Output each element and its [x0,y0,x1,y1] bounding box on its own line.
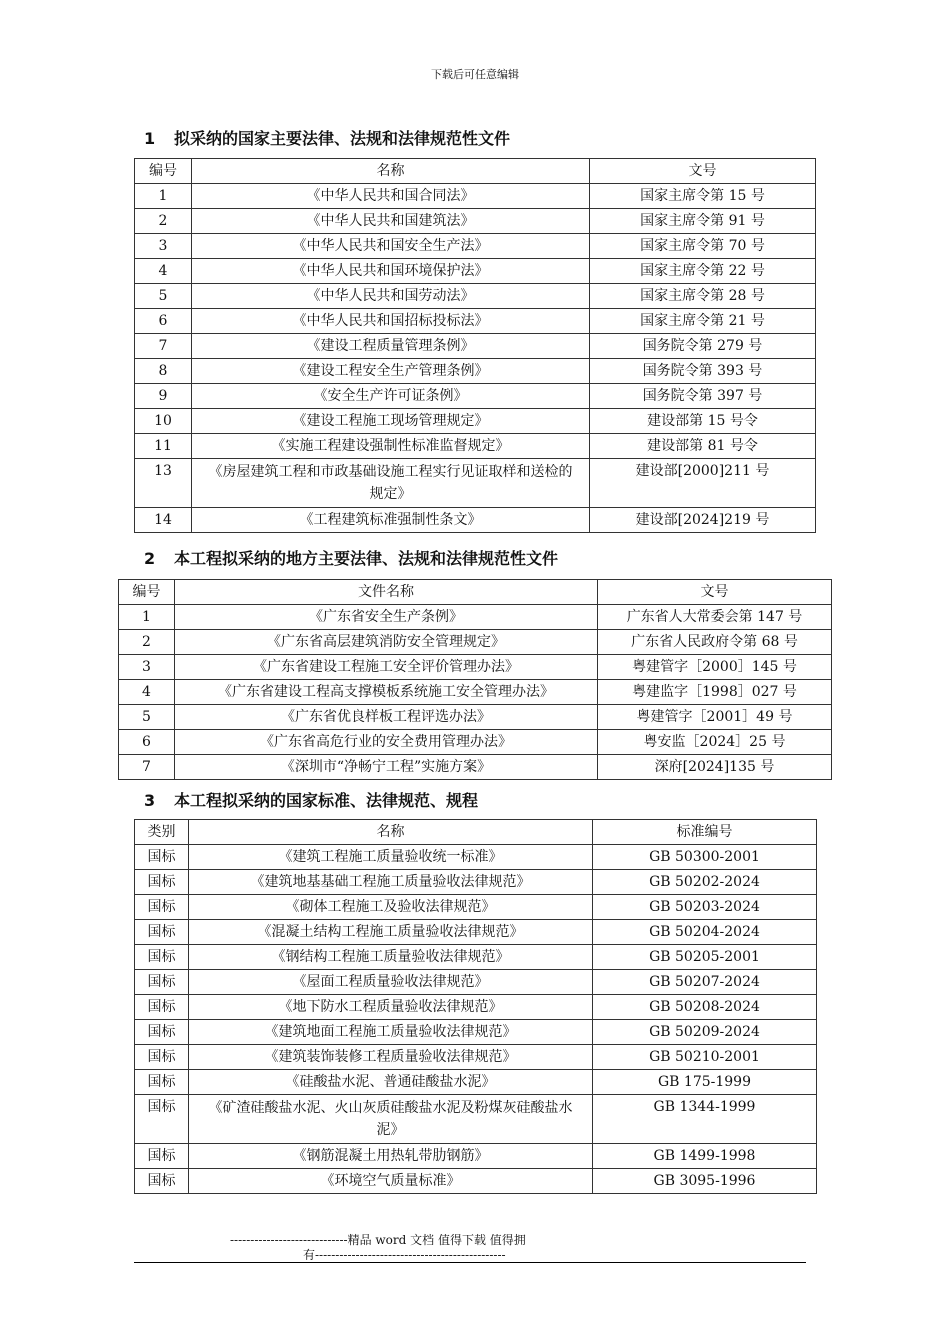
name-cell: 《深圳市“净畅宁工程”实施方案》 [175,755,598,780]
row-number-cell: 国标 [135,845,189,870]
table-header-row [119,580,832,605]
table-row [119,655,832,680]
section-3-title [144,788,478,811]
name-cell: 《广东省安全生产条例》 [175,605,598,630]
section-number: 3 [144,791,156,810]
reference-cell: GB 50209-2024 [593,1020,817,1045]
row-number-cell: 国标 [135,895,189,920]
name-cell: 《中华人民共和国劳动法》 [192,284,590,309]
reference-cell: 国家主席令第 22 号 [590,259,816,284]
table-row [135,259,816,284]
section-2-title [144,546,558,569]
name-cell: 《环境空气质量标准》 [189,1169,593,1194]
reference-cell: 建设部[2000]211 号 [590,459,816,508]
row-number-cell: 国标 [135,870,189,895]
table-header-row [135,820,817,845]
name-cell: 《钢筋混凝土用热轧带肋钢筋》 [189,1144,593,1169]
row-number-cell: 国标 [135,1144,189,1169]
name-cell: 《中华人民共和国招标投标法》 [192,309,590,334]
reference-cell: GB 50202-2024 [593,870,817,895]
reference-cell: GB 50203-2024 [593,895,817,920]
name-cell: 《建设工程安全生产管理条例》 [192,359,590,384]
name-cell: 《中华人民共和国安全生产法》 [192,234,590,259]
table-row [135,1045,817,1070]
name-cell: 《建设工程质量管理条例》 [192,334,590,359]
name-cell: 《建筑装饰装修工程质量验收法律规范》 [189,1045,593,1070]
table-row [135,895,817,920]
reference-cell: GB 50300-2001 [593,845,817,870]
name-cell: 《中华人民共和国合同法》 [192,184,590,209]
reference-cell: 国务院令第 393 号 [590,359,816,384]
reference-cell: 粤建监字［1998］027 号 [598,680,832,705]
column-header: 名称 [189,820,593,845]
table-row [119,605,832,630]
column-header: 类别 [135,820,189,845]
row-number-cell: 11 [135,434,192,459]
reference-cell: 建设部[2024]219 号 [590,508,816,533]
name-cell: 《安全生产许可证条例》 [192,384,590,409]
row-number-cell: 国标 [135,945,189,970]
row-number-cell: 7 [135,334,192,359]
name-cell: 《建筑地面工程施工质量验收法律规范》 [189,1020,593,1045]
name-cell: 《广东省高危行业的安全费用管理办法》 [175,730,598,755]
table-row [135,334,816,359]
row-number-cell: 国标 [135,1020,189,1045]
section-title-text: 拟采纳的国家主要法律、法规和法律规范性文件 [174,129,511,148]
table-row [135,1020,817,1045]
table-row [119,755,832,780]
name-cell: 《房屋建筑工程和市政基础设施工程实行见证取样和送检的规定》 [192,459,590,508]
reference-cell: 国家主席令第 21 号 [590,309,816,334]
reference-cell: 国务院令第 279 号 [590,334,816,359]
table-row [135,234,816,259]
row-number-cell: 国标 [135,970,189,995]
row-number-cell: 国标 [135,995,189,1020]
table-row [135,995,817,1020]
table-row [135,184,816,209]
reference-cell: 建设部第 15 号令 [590,409,816,434]
name-cell: 《中华人民共和国建筑法》 [192,209,590,234]
table-row [135,409,816,434]
table-row [119,680,832,705]
column-header: 编号 [119,580,175,605]
reference-cell: 粤建管字［2000］145 号 [598,655,832,680]
row-number-cell: 国标 [135,920,189,945]
section-number: 1 [144,129,156,148]
row-number-cell: 13 [135,459,192,508]
reference-cell: 粤建管字［2001］49 号 [598,705,832,730]
reference-cell: GB 50210-2001 [593,1045,817,1070]
row-number-cell: 5 [135,284,192,309]
row-number-cell: 4 [119,680,175,705]
name-cell: 《屋面工程质量验收法律规范》 [189,970,593,995]
reference-cell: 建设部第 81 号令 [590,434,816,459]
name-cell: 《建筑工程施工质量验收统一标准》 [189,845,593,870]
local-laws-table [118,579,832,780]
row-number-cell: 国标 [135,1045,189,1070]
table-row [135,459,816,508]
table-row [135,508,816,533]
name-cell: 《矿渣硅酸盐水泥、火山灰质硅酸盐水泥及粉煤灰硅酸盐水泥》 [189,1095,593,1144]
reference-cell: GB 175-1999 [593,1070,817,1095]
page-header: 下载后可任意编辑 [431,68,519,81]
row-number-cell: 国标 [135,1095,189,1144]
table-row [135,970,817,995]
name-cell: 《钢结构工程施工质量验收法律规范》 [189,945,593,970]
table-row [135,1144,817,1169]
national-laws-table [134,158,816,533]
table-row [119,705,832,730]
table-row [135,434,816,459]
table-row [135,945,817,970]
column-header: 文号 [598,580,832,605]
row-number-cell: 2 [135,209,192,234]
section-title-text: 本工程拟采纳的地方主要法律、法规和法律规范性文件 [174,549,559,568]
row-number-cell: 3 [119,655,175,680]
section-title-text: 本工程拟采纳的国家标准、法律规范、规程 [174,791,479,810]
column-header: 文件名称 [175,580,598,605]
reference-cell: 国家主席令第 91 号 [590,209,816,234]
name-cell: 《广东省高层建筑消防安全管理规定》 [175,630,598,655]
row-number-cell: 7 [119,755,175,780]
name-cell: 《中华人民共和国环境保护法》 [192,259,590,284]
row-number-cell: 9 [135,384,192,409]
row-number-cell: 4 [135,259,192,284]
reference-cell: 广东省人民政府令第 68 号 [598,630,832,655]
footer-text: -----------------------------精品 word 文档 值得下载 值得拥 [230,1233,526,1247]
reference-cell: GB 1499-1998 [593,1144,817,1169]
row-number-cell: 6 [135,309,192,334]
row-number-cell: 国标 [135,1070,189,1095]
name-cell: 《广东省建设工程施工安全评价管理办法》 [175,655,598,680]
table-row [135,1169,817,1194]
reference-cell: 广东省人大常委会第 147 号 [598,605,832,630]
column-header: 编号 [135,159,192,184]
column-header: 名称 [192,159,590,184]
table-row [135,845,817,870]
row-number-cell: 5 [119,705,175,730]
reference-cell: 深府[2024]135 号 [598,755,832,780]
reference-cell: 国家主席令第 70 号 [590,234,816,259]
name-cell: 《硅酸盐水泥、普通硅酸盐水泥》 [189,1070,593,1095]
column-header: 标准编号 [593,820,817,845]
table-row [135,309,816,334]
name-cell: 《砌体工程施工及验收法律规范》 [189,895,593,920]
row-number-cell: 国标 [135,1169,189,1194]
row-number-cell: 1 [119,605,175,630]
column-header: 文号 [590,159,816,184]
reference-cell: GB 50207-2024 [593,970,817,995]
row-number-cell: 8 [135,359,192,384]
table-row [135,1095,817,1144]
reference-cell: 粤安监［2024］25 号 [598,730,832,755]
row-number-cell: 2 [119,630,175,655]
table-row [135,870,817,895]
table-header-row [135,159,816,184]
reference-cell: GB 50204-2024 [593,920,817,945]
name-cell: 《工程建筑标准强制性条文》 [192,508,590,533]
name-cell: 《广东省优良样板工程评选办法》 [175,705,598,730]
name-cell: 《地下防水工程质量验收法律规范》 [189,995,593,1020]
name-cell: 《建设工程施工现场管理规定》 [192,409,590,434]
name-cell: 《广东省建设工程高支撑模板系统施工安全管理办法》 [175,680,598,705]
name-cell: 《混凝土结构工程施工质量验收法律规范》 [189,920,593,945]
row-number-cell: 3 [135,234,192,259]
reference-cell: GB 50208-2024 [593,995,817,1020]
name-cell: 《建筑地基基础工程施工质量验收法律规范》 [189,870,593,895]
table-row [135,359,816,384]
table-row [135,284,816,309]
footer-text-continued: 有----------------------------------------------- [303,1248,506,1262]
name-cell: 《实施工程建设强制性标准监督规定》 [192,434,590,459]
reference-cell: GB 1344-1999 [593,1095,817,1144]
table-row [135,209,816,234]
row-number-cell: 14 [135,508,192,533]
row-number-cell: 1 [135,184,192,209]
section-1-title [144,126,510,149]
national-standards-table [134,819,817,1194]
reference-cell: GB 3095-1996 [593,1169,817,1194]
table-row [135,384,816,409]
table-row [119,730,832,755]
row-number-cell: 10 [135,409,192,434]
footer-divider [134,1262,806,1263]
table-row [135,920,817,945]
row-number-cell: 6 [119,730,175,755]
section-number: 2 [144,549,156,568]
reference-cell: 国家主席令第 15 号 [590,184,816,209]
table-row [119,630,832,655]
reference-cell: 国家主席令第 28 号 [590,284,816,309]
reference-cell: GB 50205-2001 [593,945,817,970]
reference-cell: 国务院令第 397 号 [590,384,816,409]
table-row [135,1070,817,1095]
